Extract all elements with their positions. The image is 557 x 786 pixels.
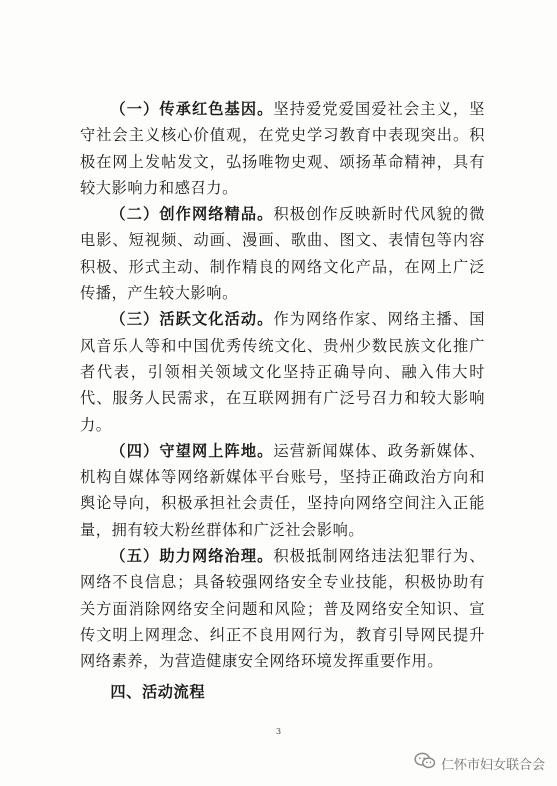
- paragraph-network-governance: [80, 543, 485, 674]
- paragraph-text: 作为网络作家、网络主播、国风音乐人等和中国优秀传统文化、贵州少数民族文化推广者代表，引领相关领域文化坚持正确导向、融入伟大时代、服务人民需求，在互联网拥有广泛号召力和较大影响力。: [80, 310, 486, 434]
- watermark-text: 仁怀市妇女联合会: [440, 757, 545, 773]
- watermark: [414, 752, 545, 774]
- section-heading: 四、活动流程: [110, 682, 206, 701]
- paragraph-text: 运营新闻媒体、政务新媒体、机构自媒体等网络新媒体平台账号，坚持正确政治方向和舆论导向，积极承担社会责任，坚持向网络空间注入正能量，拥有较大粉丝群体和广泛社会影响。: [80, 441, 486, 539]
- paragraph-text: 坚持爱党爱国爱社会主义，坚守社会主义核心价值观，在党史学习教育中表现突出。积极在网上发帖发文，弘扬唯物史观、颂扬革命精神，具有较大影响力和感召力。: [80, 100, 486, 197]
- paragraph-create-quality-works: [80, 201, 485, 306]
- paragraph-lead: （三）活跃文化活动。: [110, 310, 274, 329]
- document-body: [80, 96, 485, 705]
- paragraph-lead: （一）传承红色基因。: [110, 100, 274, 118]
- paragraph-active-culture: [80, 306, 485, 437]
- wechat-icon: [414, 752, 436, 774]
- paragraph-lead: （五）助力网络治理。: [110, 547, 274, 566]
- paragraph-lead: （二）创作网络精品。: [110, 205, 274, 224]
- paragraph-text: 积极创作反映新时代风貌的微电影、短视频、动画、漫画、歌曲、图文、表情包等内容积极、形式主动、制作精良的网络文化产品，在网上广泛传播，产生较大影响。: [80, 205, 486, 303]
- paragraph-guard-online-front: [80, 438, 485, 543]
- paragraph-lead: （四）守望网上阵地。: [110, 441, 274, 460]
- page-number: 3: [275, 727, 282, 736]
- paragraph-inherit-red-gene: [80, 96, 485, 201]
- paragraph-text: 积极抵制网络违法犯罪行为、网络不良信息；具备较强网络安全专业技能，积极协助有关方面消除网络安全问题和风险；普及网络安全知识、宣传文明上网理念、纠正不良用网行为，教育引导网民提升网络素养，为营造健康安全网络环境发挥重要作用。: [80, 547, 486, 671]
